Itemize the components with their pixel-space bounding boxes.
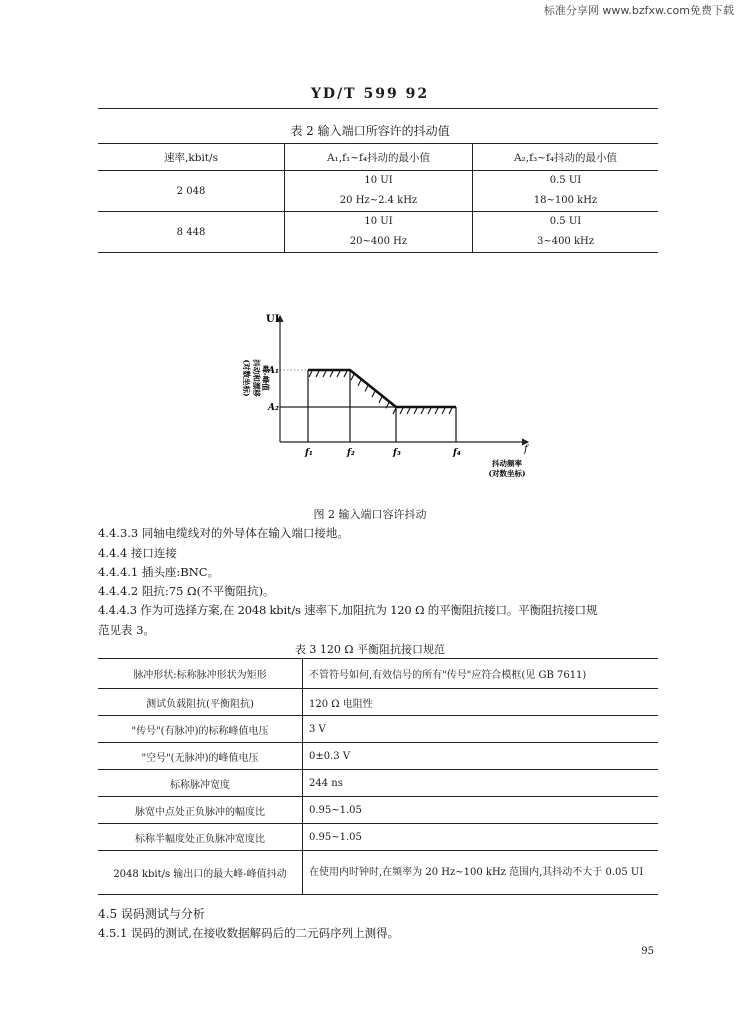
table3-value: 244 ns: [303, 770, 659, 797]
table2-a1-value: 10 UI: [364, 175, 393, 186]
table2-header-rate: 速率,kbit/s: [98, 144, 285, 171]
table2-cell-a1: [285, 171, 473, 212]
para-4-4-4-2: 4.4.4.2 阻抗:75 Ω(不平衡阻抗)。: [98, 584, 275, 598]
para-4-4-4-3-cont: 范见表 3。: [98, 623, 155, 637]
table2: [98, 143, 658, 253]
page-number: 95: [641, 946, 654, 957]
header-rule: [98, 108, 658, 109]
table2-header-row: [98, 144, 658, 171]
table3-label: "传号"(有脉冲)的标称峰值电压: [98, 716, 303, 743]
table3-label: 测试负载阻抗(平衡阻抗): [98, 689, 303, 716]
document-id: YD/T 599 92: [310, 86, 430, 102]
x-axis-label-jitter-freq: 抖动频率: [492, 459, 522, 468]
f2-label: f₂: [347, 448, 355, 458]
section-4-5-heading: 4.5 误码测试与分析: [98, 907, 205, 921]
table2-a1-value: 10 UI: [364, 216, 393, 227]
table2-header-a2: A₂,f₃~f₄抖动的最小值: [473, 144, 659, 171]
grid-lines: [280, 370, 308, 407]
table3-value: 3 V: [303, 716, 659, 743]
f-axis-label: f: [524, 444, 528, 455]
a2-label: A₂: [268, 403, 279, 413]
table2-cell-a2: [473, 171, 659, 212]
table3-value: 0.95~1.05: [303, 797, 659, 824]
table2-a2-value: 0.5 UI: [549, 216, 582, 227]
table-row: [98, 689, 658, 716]
table3-value: 在使用内时钟时,在频率为 20 Hz~100 kHz 范围内,其抖动不大于 0.05 UI: [303, 851, 659, 895]
a1-label: A₁: [268, 366, 279, 376]
table-row: [98, 171, 658, 212]
table3-label: "空号"(无脉冲)的峰值电压: [98, 743, 303, 770]
table-row: [98, 659, 658, 689]
table2-a1-range: 20 Hz~2.4 kHz: [339, 195, 418, 206]
f1-label: f₁: [305, 448, 313, 458]
table3-value: 0±0.3 V: [303, 743, 659, 770]
table2-a2-range: 3~400 kHz: [536, 236, 595, 247]
table-row: [98, 212, 658, 253]
table2-a2-value: 0.5 UI: [549, 175, 582, 186]
heading-4-4-4: 4.4.4 接口连接: [98, 546, 177, 560]
table2-header-a1: A₁,f₁~f₄抖动的最小值: [285, 144, 473, 171]
table2-cell-rate: 2 048: [176, 185, 206, 197]
table2-cell-a2: [473, 212, 659, 253]
table-row: [98, 716, 658, 743]
table3-label: 脉宽中点处正负脉冲的幅度比: [98, 797, 303, 824]
para-4-5-1: 4.5.1 误码的测试,在接收数据解码后的二元码序列上测得。: [98, 926, 400, 940]
table3-label: 脉冲形状:标称脉冲形状为矩形: [98, 659, 303, 689]
table3-caption: 表 3 120 Ω 平衡阻抗接口规范: [294, 643, 446, 656]
table-row: [98, 824, 658, 851]
table2-cell-a1: [285, 212, 473, 253]
f4-label: f₄: [453, 448, 461, 458]
watermark-text: 标准分享网 www.bzfxw.com免费下载: [543, 4, 734, 17]
table3-label: 标称脉冲宽度: [98, 770, 303, 797]
y-axis-label-log: (对数坐标): [242, 359, 251, 397]
x-axis-label-log: (对数坐标): [488, 469, 526, 478]
table2-a1-range: 20~400 Hz: [349, 236, 408, 247]
table3-value: 0.95~1.05: [303, 824, 659, 851]
figure2-caption: 图 2 输入端口容许抖动: [313, 508, 427, 521]
table-row: [98, 797, 658, 824]
y-axis-label-pp: 峰-峰值: [261, 365, 270, 391]
table-row: [98, 743, 658, 770]
table3: [98, 658, 658, 895]
para-4-4-4-3: 4.4.4.3 作为可选择方案,在 2048 kbit/s 速率下,加阻抗为 120 Ω 的平衡阻抗接口。平衡阻抗接口规: [98, 603, 598, 617]
para-4-4-4-1: 4.4.4.1 插头座:BNC。: [98, 565, 220, 579]
table3-value: 不管符号如何,有效信号的所有"传号"应符合模框(见 GB 7611): [303, 659, 659, 689]
table2-caption: 表 2 输入端口所容许的抖动值: [290, 124, 450, 138]
table2-a2-range: 18~100 kHz: [533, 195, 598, 206]
y-unit-label: UI: [266, 314, 280, 325]
table-row: [98, 851, 658, 895]
para-4-4-3-3: 4.4.3.3 同轴电缆线对的外导体在输入端口接地。: [98, 526, 349, 540]
table3-label: 标称半幅度处正负脉冲宽度比: [98, 824, 303, 851]
table-row: [98, 770, 658, 797]
table3-value: 120 Ω 电阻性: [303, 689, 659, 716]
y-axis-label-jitter: 抖动和漂移: [252, 359, 261, 397]
table3-label: 2048 kbit/s 输出口的最大峰-峰值抖动: [98, 851, 303, 895]
figure2-jitter-mask: [230, 308, 540, 488]
table2-cell-rate: 8 448: [98, 212, 285, 253]
f3-label: f₃: [393, 448, 401, 458]
